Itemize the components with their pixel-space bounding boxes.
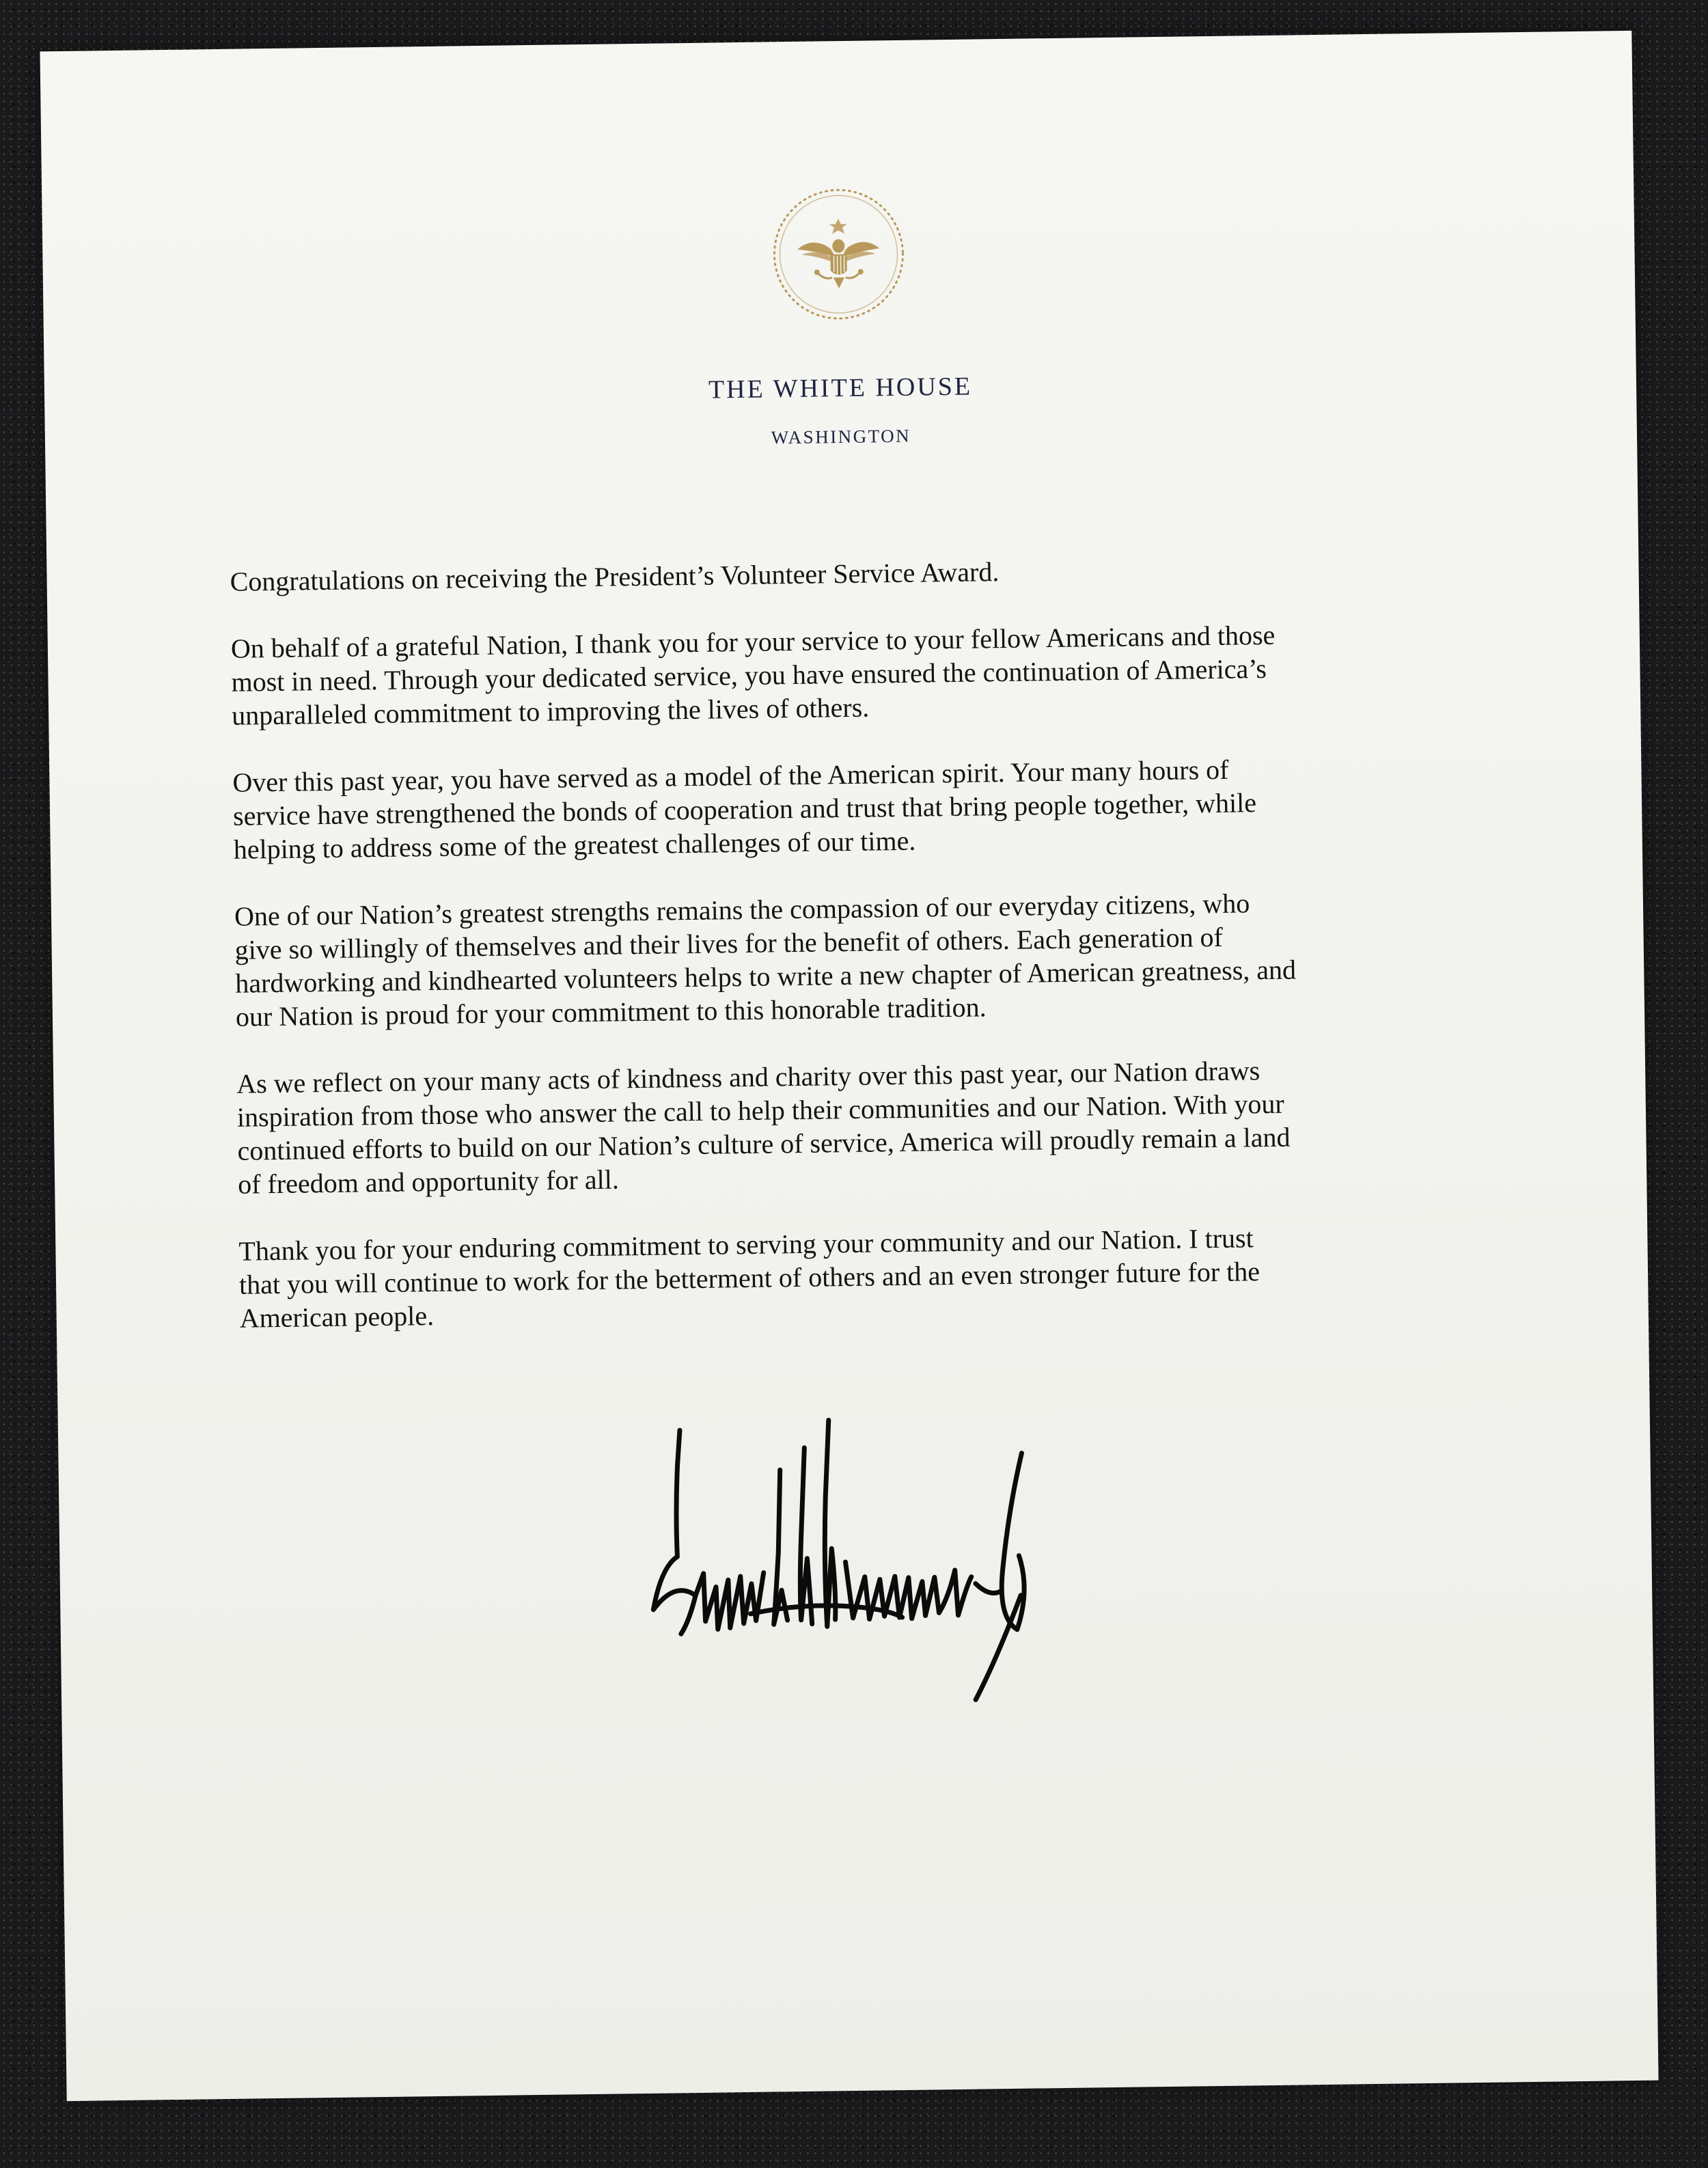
letter-paragraph-5: Thank you for your enduring commitment to serving your community and our Nation. I trust that you will continue to work for the betterment of others and an even stronger future for the American people. xyxy=(238,1222,1261,1334)
letter-paragraph-3: One of our Nation’s greatest strengths remains the compassion of our everyday citizens, who give so willingly of themselves and their lives for the benefit of others. Each generation of hardworking and kindhearted volunteers helps to write a new chapter of American greatness, and our Nation is proud for your commitment to this honorable tradition. xyxy=(234,888,1297,1032)
presidential-seal-icon xyxy=(769,185,908,324)
letterhead-city: WASHINGTON xyxy=(771,425,911,448)
letter-sheet xyxy=(40,31,1658,2101)
letterhead-title: THE WHITE HOUSE xyxy=(708,372,973,404)
letter-paragraph-1: On behalf of a grateful Nation, I thank you for your service to your fellow Americans and those most in need. Through your dedicated service, you have ensured the continuation of America’s unparalleled commitment to improving the lives of others. xyxy=(230,619,1276,731)
signature-icon xyxy=(646,1412,1073,1718)
letter-body xyxy=(230,549,1463,1368)
letter-paragraph-2: Over this past year, you have served as a model of the American spirit. Your many hours of service have strengthened the bonds of cooperation and trust that bring people together, while helping to address some of the greatest challenges of our time. xyxy=(232,754,1257,865)
letterhead xyxy=(42,176,1637,458)
letter-opening: Congratulations on receiving the President’s Volunteer Service Award. xyxy=(230,556,1000,597)
letter-paragraph-4: As we reflect on your many acts of kindness and charity over this past year, our Nation draws inspiration from those who answer the call to help their communities and our Nation. With your continued efforts to build on our Nation’s culture of service, America will proudly remain a land of freedom and opportunity for all. xyxy=(236,1055,1291,1200)
